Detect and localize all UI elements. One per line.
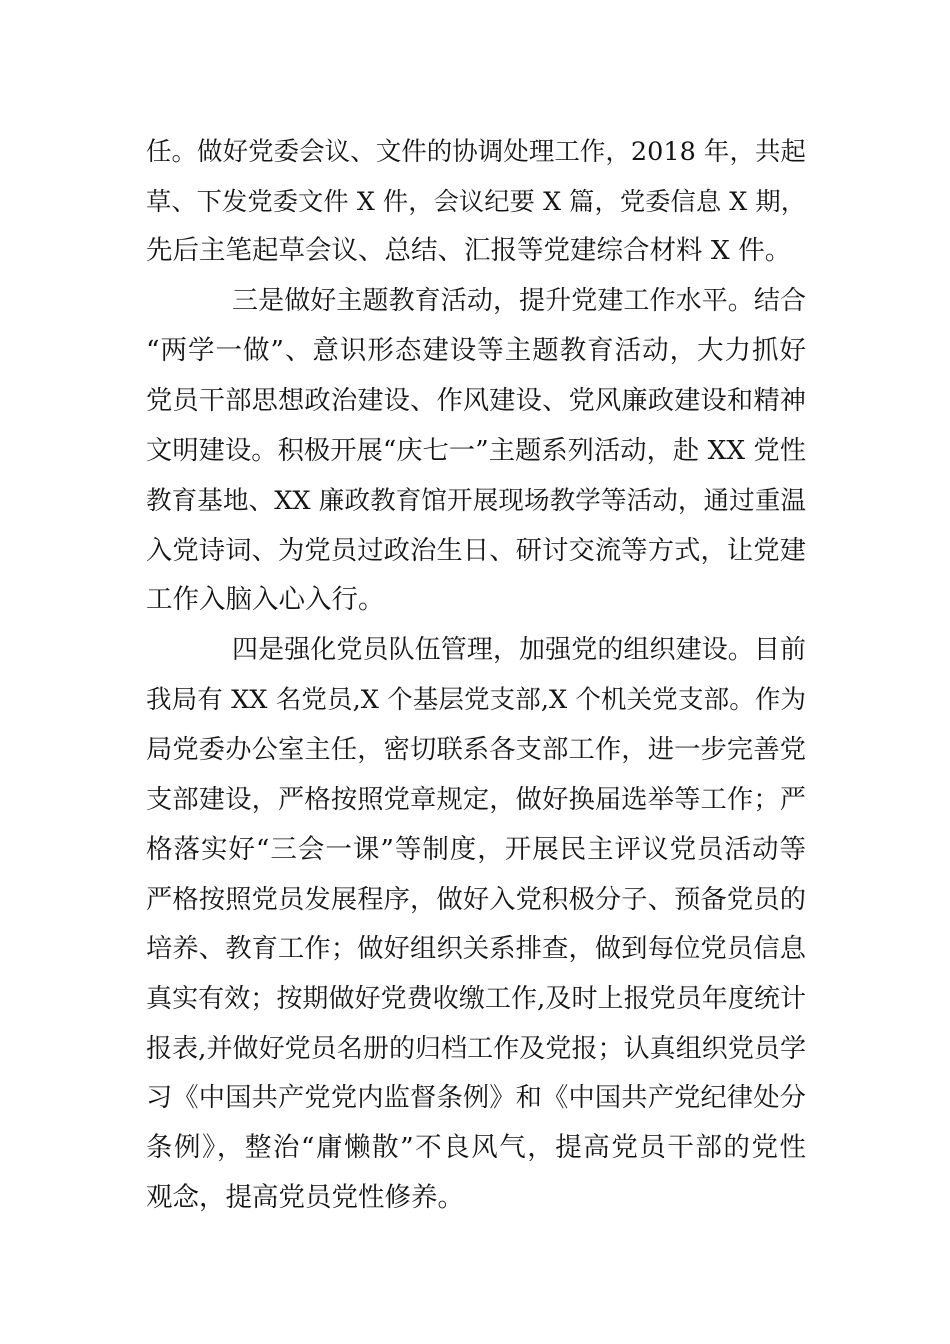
text-line: 观念，提高党员党性修养。 [146,1182,464,1213]
text-line: 条例》，整治“庸懒散”不良风气，提高党员干部的党性 [146,1132,806,1163]
text-line: 严格按照党员发展程序，做好入党积极分子、预备党员的 [146,885,806,915]
text-line: 工作入脑入心入行。 [146,584,385,615]
text-line: 支部建设，严格按照党章规定，做好换届选举等工作；严 [146,785,806,815]
text-line: 草、下发党委文件 X 件，会议纪要 X 篇，党委信息 X 期， [146,187,806,216]
text-line: 报表,并做好党员名册的归档工作及党报；认真组织党员学 [146,1034,806,1064]
text-line: 三是做好主题教育活动，提升党建工作水平。结合 [232,286,806,316]
text-line: “两学一做”、意识形态建设等主题教育活动，大力抓好 [146,335,806,366]
text-line: 文明建设。积极开展“庆七一”主题系列活动，赴 XX 党性 [146,436,806,466]
text-line: 教育基地、XX 廉政教育馆开展现场教学等活动，通过重温 [146,486,806,516]
text-line: 我局有 XX 名党员,X 个基层党支部,X 个机关党支部。作为 [146,685,806,715]
text-line: 局党委办公室主任，密切联系各支部工作，进一步完善党 [146,735,806,765]
text-line: 习《中国共产党党内监督条例》和《中国共产党纪律处分 [146,1083,806,1113]
text-line: 培养、教育工作；做好组织关系排查，做到每位党员信息 [146,934,806,964]
text-line: 任。做好党委会议、文件的协调处理工作，2018 年，共起 [146,137,806,167]
text-line: 格落实好“三会一课”等制度，开展民主评议党员活动等 [146,834,806,865]
text-line: 党员干部思想政治建设、作风建设、党风廉政建设和精神 [146,386,806,416]
text-line: 四是强化党员队伍管理，加强党的组织建设。目前 [232,635,806,665]
text-line: 入党诗词、为党员过政治生日、研讨交流等方式，让党建 [146,536,806,566]
text-line: 先后主笔起草会议、总结、汇报等党建综合材料 X 件。 [146,235,792,266]
text-line: 真实有效；按期做好党费收缴工作,及时上报党员年度统计 [146,984,806,1014]
